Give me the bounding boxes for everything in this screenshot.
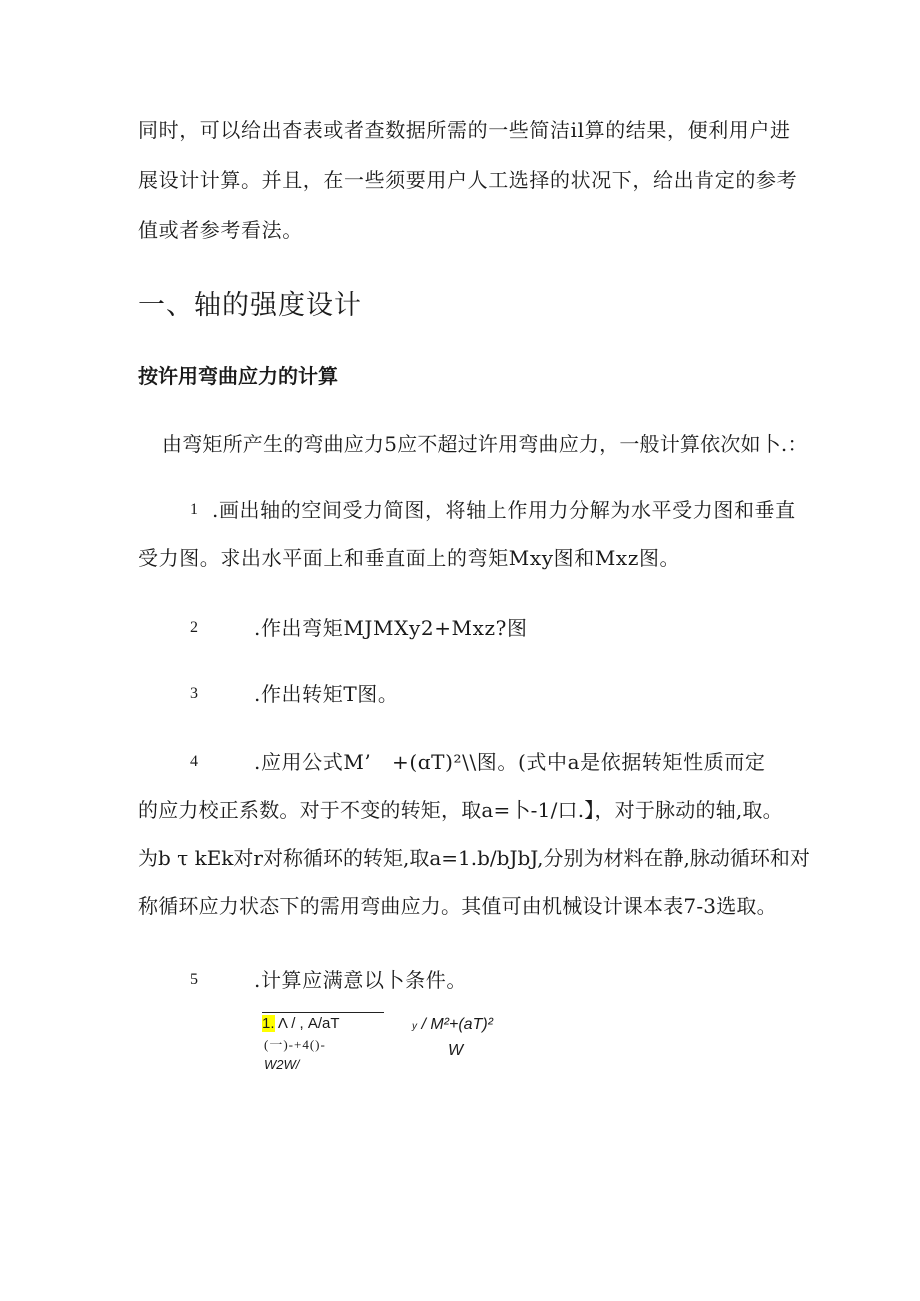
formula-left-numerator — [262, 1014, 340, 1034]
intro-line-2: 展设计计算。并且，在一些须要用户人工选择的状况下，给出肯定的参考 — [138, 168, 798, 192]
formula-right-top-text: / M²+(aT)² — [417, 1016, 493, 1033]
step-number: 3 — [190, 685, 198, 702]
step-3-line-1: .作出转矩T图。 — [254, 682, 399, 706]
formula-left-denominator: (一)-+4()- — [264, 1037, 326, 1052]
intro-line-1: 同时，可以给出杳表或者查数据所需的一些简洁il算的结果，便利用户进 — [138, 118, 791, 142]
formula-left-top-text: Λ / , A/aT — [274, 1015, 340, 1032]
step-number: 5 — [190, 971, 198, 988]
formula-left-cut-text: W2W/ — [264, 1057, 300, 1070]
step-4-line-3: 为b τ kEk对r对称循环的转矩,取a=1.b/bJbJ,分别为材料在静,脉动循环和对 — [138, 846, 810, 870]
step-number: 2 — [190, 619, 198, 636]
formula-right-denominator: W — [448, 1042, 464, 1059]
step-4-line-4: 称循环应力状态下的需用弯曲应力。其值可由机械设计课本表7-3选取。 — [138, 894, 777, 918]
step-4-line-2: 的应力校正系数。对于不变的转矩，取a=卜-1/口.】，对于脉动的轴,取。 — [138, 798, 783, 822]
intro-line-3: 值或者参考看法。 — [138, 218, 303, 242]
strength-formula — [260, 1010, 520, 1070]
step-number: 4 — [190, 753, 198, 770]
fraction-rule — [262, 1012, 384, 1013]
highlighted-marker: 1. — [262, 1015, 275, 1032]
step-1-line-2: 受力图。求出水平面上和垂直面上的弯矩Mxy图和Mxz图。 — [138, 546, 681, 570]
step-number: 1 — [190, 501, 198, 518]
step-2-line-1: .作出弯矩MJMXy2+Mxz?图 — [254, 616, 528, 640]
step-1-line-1: .画出轴的空间受力简图，将轴上作用力分解为水平受力图和垂直 — [212, 498, 796, 522]
formula-right-prefix: y — [412, 1021, 417, 1032]
section-title: 一、轴的强度设计 — [138, 290, 362, 321]
step-4-line-1: .应用公式M’ +(ɑT)²\\图。(式中a是依据转矩性质而定 — [254, 750, 766, 774]
lead-paragraph: 由弯矩所产生的弯曲应力5应不超过许用弯曲应力，一般计算依次如卜.： — [162, 432, 808, 456]
formula-right-numerator — [412, 1014, 493, 1038]
step-5-line-1: .计算应满意以卜条件。 — [254, 968, 467, 992]
subsection-title: 按许用弯曲应力的计算 — [138, 364, 338, 388]
